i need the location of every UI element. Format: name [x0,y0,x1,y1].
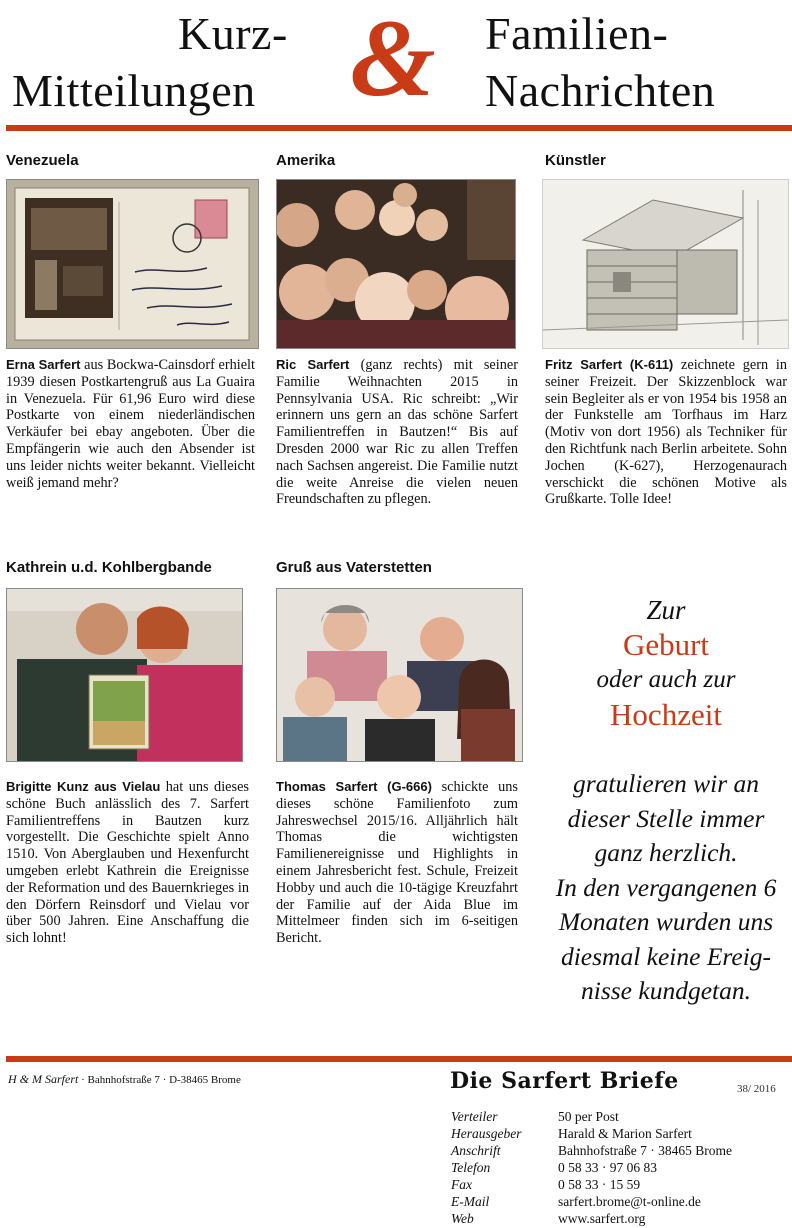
info-values [558,1108,732,1227]
info-label-telefon: Telefon [451,1160,491,1175]
greeting-line-oder: oder auch zur [596,666,736,693]
section-heading-kathrein: Kathrein u.d. Kohlbergbande [6,559,212,576]
publisher-line [8,1072,241,1087]
info-label-verteiler: Verteiler [451,1109,498,1124]
greeting-line-9: Monaten wurden uns [558,907,774,936]
article-text-kuenstler [545,357,787,508]
greeting-line-7: ganz herzlich. [594,838,738,867]
article-venezuela [6,357,255,491]
greeting-line-10: diesmal keine Ereig- [560,941,772,971]
publisher-name: H & M Sarfert [8,1072,79,1086]
top-divider [6,125,792,131]
pencil-sketch-photo [542,179,789,349]
article-body-amerika: (ganz rechts) mit seiner Familie Weihnachten 2015 in Pennsylvania USA. Ric schreibt: „Wir erinnern uns gern an das schöne Sarfert Familientreffen in Bautzen!“ Bis auf Dresden 2000 war Ric zu allen Treffen nach Sachsen angereist. Die Familie nutzt die weite Anreise die vielen neuen Freundschaften zu pflegen. [276,357,518,508]
greeting-line-hochzeit: Hochzeit [610,697,722,732]
greeting-block [540,594,792,1009]
book-couple-illustration [7,589,242,761]
article-text-venezuela [6,357,255,491]
info-label-fax: Fax [451,1177,472,1192]
issue-number: 38/ 2016 [737,1083,776,1095]
article-body-kathrein: hat uns dieses schöne Buch anlässlich des 7. Sarfert Familientreffens in Bautzen kurz vorgestellt. Die Geschichte spielt Anno 1510. Von Aberglauben und Hexenfurcht umgeben erlebt Kathrein die Ereignisse der Reformation und des Bauernkrieges in den Dörfern Reinsdorf und Vielau vor über 500 Jahren. Eine Anschaffung die sich lohnt! [6,779,249,947]
article-kathrein [6,779,249,947]
bottom-divider [6,1056,792,1062]
info-value-herausgeber: Harald & Marion Sarfert [558,1126,692,1141]
family-group-photo [276,588,523,762]
article-vaterstetten [276,779,518,947]
info-label-email: E-Mail [451,1194,490,1209]
article-name-kathrein: Brigitte Kunz aus Vielau [6,779,161,794]
pencil-sketch-illustration [543,180,788,348]
postcard-photo [6,179,259,349]
article-body-venezuela: aus Bockwa-Cainsdorf erhielt 1939 diesen Postkartengruß aus La Guaira in Venezuela. Für 61,96 Euro wird diese Postkarte von einem niederländischen Verkäufer bei ebay angeboten. Über die Empfängerin wie auch den Absender ist uns leider nichts weiter bekannt. Vielleicht weiß jemand mehr? [6,357,256,491]
masthead-kurz: Kurz- [178,8,288,59]
brand-title: Die Sarfert Briefe [450,1068,679,1094]
greeting-line-6: dieser Stelle immer [567,803,765,833]
postcard-illustration [7,180,258,348]
family-group-illustration [277,589,522,761]
masthead-familien: Familien- [485,8,669,59]
family-selfie-photo [276,179,516,349]
greeting-line-geburt: Geburt [622,627,710,662]
greeting-line-8: In den vergangenen 6 [555,872,777,902]
greeting-line-5: gratulieren wir an [572,769,760,798]
family-selfie-illustration [277,180,515,348]
book-couple-photo [6,588,243,762]
greeting-line-zur: Zur [646,595,686,625]
masthead-mitteilungen: Mitteilungen [12,65,256,116]
info-value-fax: 0 58 33 · 15 59 [558,1177,641,1192]
info-value-email[interactable]: sarfert.brome@t-online.de [558,1194,701,1209]
masthead-ampersand: & [350,0,436,119]
publisher-address: · Bahnhofstraße 7 · D-38465 Brome [78,1074,241,1086]
info-label-herausgeber: Herausgeber [451,1126,522,1141]
article-body-kuenstler: zeichnete gern in seiner Freizeit. Der Skizzenblock war sein Begleiter als er von 1954 bis 1958 an der Funkstelle am Torfhaus im Harz (Motiv von dort 1956) als Techniker für den Richtfunk nach Berlin arbeitete. Sohn Jochen (K-627), Herzogenaurach verschickt die schönen Motive als Grußkarte. Tolle Idee! [545,357,787,508]
article-name-amerika: Ric Sarfert [276,357,350,372]
article-kuenstler [545,357,787,508]
section-heading-venezuela: Venezuela [6,152,79,169]
article-amerika [276,357,518,508]
article-name-vaterstetten: Thomas Sarfert (G-666) [276,779,432,794]
article-name-kuenstler: Fritz Sarfert (K-611) [545,357,674,372]
article-text-amerika [276,357,518,508]
section-heading-amerika: Amerika [276,152,336,169]
article-name-venezuela: Erna Sarfert [6,357,81,372]
info-value-web[interactable]: www.sarfert.org [558,1211,646,1226]
article-body-vaterstetten: schickte uns dieses schöne Familienfoto zum Jahreswechsel 2015/16. Alljährlich hält Thomas die wichtigsten Familienereignisse und Highlights in einem Jahresbericht fest. Schule, Freizeit Hobby und auch die 10-tägige Kreuzfahrt der Familie auf der Aida Blue im Mittelmeer finden sich im 6-seitigen Bericht. [276,779,518,947]
info-label-web: Web [451,1211,474,1226]
section-heading-kuenstler: Künstler [545,152,606,169]
article-text-vaterstetten [276,779,518,947]
article-text-kathrein [6,779,249,947]
section-heading-vaterstetten: Gruß aus Vaterstetten [276,559,432,576]
masthead-nachrichten: Nachrichten [485,65,716,116]
info-value-anschrift: Bahnhofstraße 7 · 38465 Brome [558,1143,732,1158]
info-value-verteiler: 50 per Post [558,1109,619,1124]
greeting-line-11: nisse kundgetan. [581,976,751,1005]
info-value-telefon: 0 58 33 · 97 06 83 [558,1160,657,1175]
info-label-anschrift: Anschrift [451,1143,501,1158]
info-labels [451,1108,522,1227]
